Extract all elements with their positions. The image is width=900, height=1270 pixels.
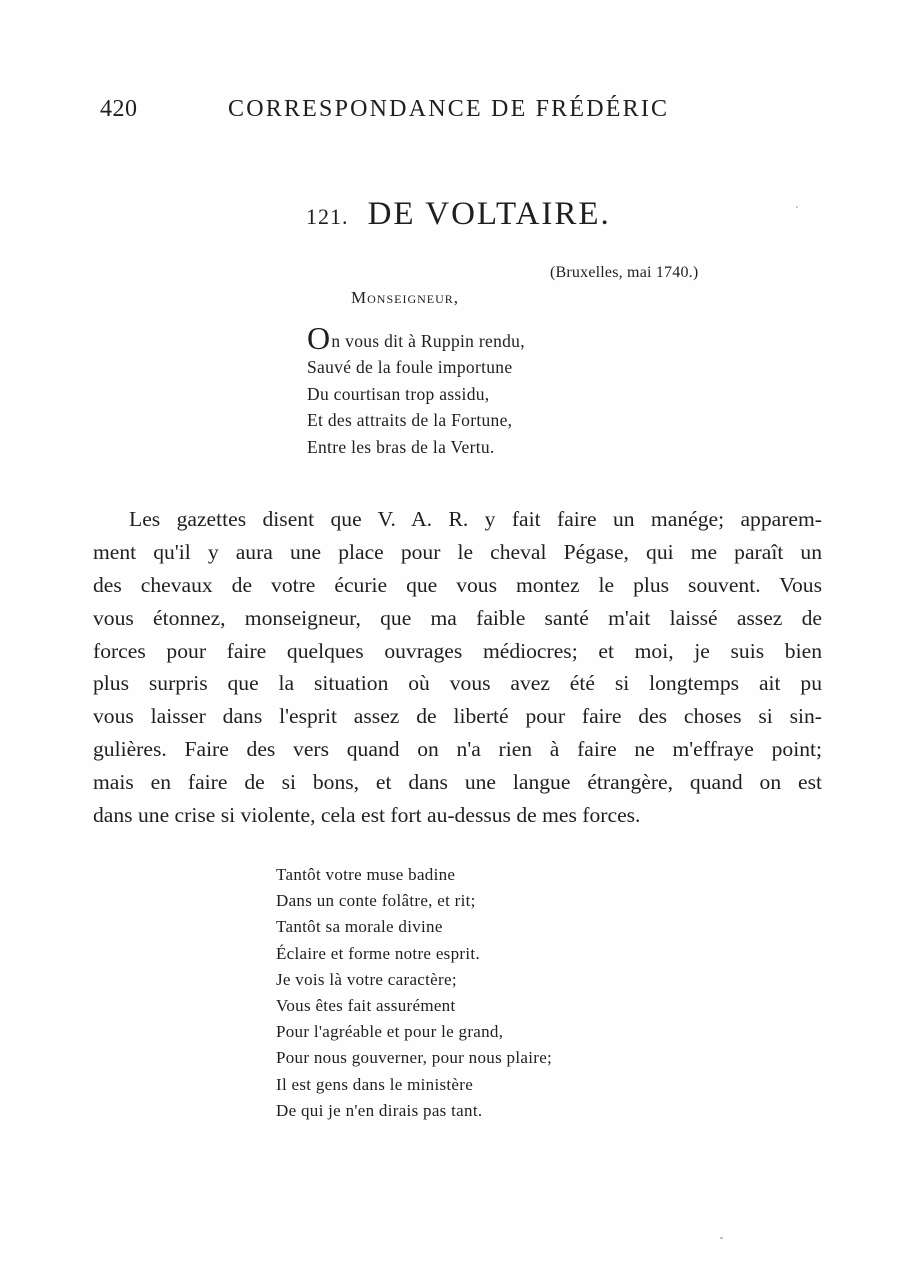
prose-line: forces pour faire quelques ouvrages médiocres; et moi, je suis bien [93, 638, 822, 663]
running-head [96, 96, 716, 126]
verse-line: Je vois là votre caractère; [276, 969, 457, 989]
prose-line: ment qu'il y aura une place pour le cheval Pégase, qui me paraît un [93, 539, 822, 564]
drop-initial: O [307, 320, 331, 356]
verse-line: Sauvé de la foule importune [307, 357, 513, 378]
verse-line: Tantôt sa morale divine [276, 917, 443, 937]
closing-verse [276, 862, 552, 1124]
verse-line: Dans un conte folâtre, et rit; [276, 891, 476, 911]
prose-line: plus surpris que la situation où vous avez été si longtemps ait pu [93, 671, 822, 696]
opening-verse [307, 320, 525, 460]
prose-line: mais en faire de si bons, et dans une langue étrangère, quand on est [93, 770, 822, 795]
prose-line: vous laisser dans l'esprit assez de liberté pour faire des choses si sin- [93, 704, 822, 729]
verse-line: Pour nous gouverner, pour nous plaire; [276, 1048, 553, 1068]
verse-line: Du courtisan trop assidu, [307, 383, 490, 404]
verse-line: Pour l'agréable et pour le grand, [276, 1022, 504, 1042]
prose-line: Les gazettes disent que V. A. R. y fait faire un manége; apparem- [129, 507, 822, 531]
prose-line: des chevaux de votre écurie que vous montez le plus souvent. Vous [93, 572, 822, 597]
salutation: Monseigneur, [351, 288, 460, 307]
verse-line: Tantôt votre muse badine [276, 865, 456, 884]
verse-line: Entre les bras de la Vertu. [307, 436, 495, 457]
verse-line-text: n vous dit à Ruppin rendu, [331, 331, 525, 351]
letter-number: 121. [306, 204, 349, 229]
letter-title: DE VOLTAIRE. [367, 196, 611, 232]
verse-line: Éclaire et forme notre esprit. [276, 943, 480, 963]
dateline: (Bruxelles, mai 1740.) [550, 264, 699, 281]
verse-line: Et des attraits de la Fortune, [307, 410, 513, 431]
paper-speck [720, 1237, 723, 1239]
verse-line: De qui je n'en dirais pas tant. [276, 1100, 483, 1120]
verse-line [307, 320, 525, 356]
running-title: CORRESPONDANCE DE FRÉDÉRIC [228, 96, 670, 122]
prose-line: gulières. Faire des vers quand on n'a rien à faire ne m'effraye point; [93, 737, 822, 762]
prose-line: dans une crise si violente, cela est fort au-dessus de mes forces. [93, 803, 641, 828]
verse-line: Vous êtes fait assurément [276, 996, 456, 1016]
page-number: 420 [100, 96, 138, 122]
prose-line: vous étonnez, monseigneur, que ma faible santé m'ait laissé assez de [93, 605, 822, 630]
paper-speck [796, 206, 798, 208]
verse-line: Il est gens dans le ministère [276, 1074, 474, 1094]
letter-heading [306, 196, 611, 240]
prose-paragraph [93, 503, 822, 832]
